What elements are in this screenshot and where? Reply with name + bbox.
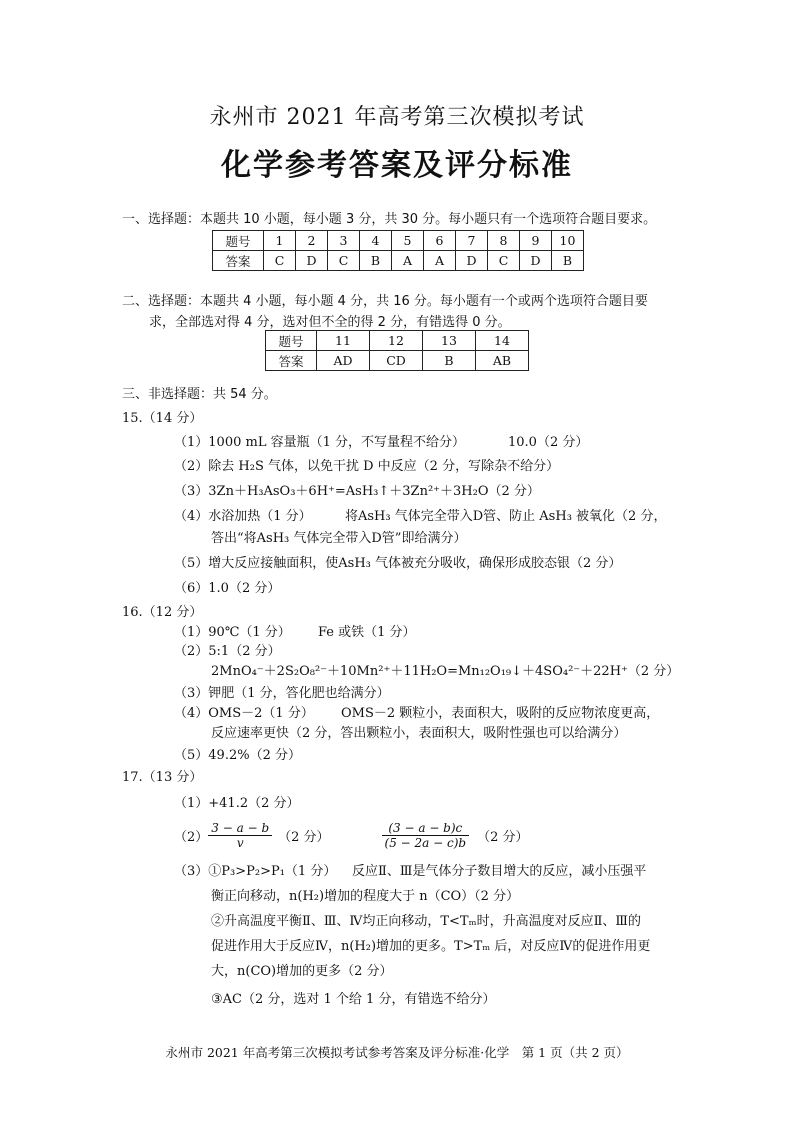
question-number: 8 — [488, 231, 520, 251]
exam-title: 永州市 2021 年高考第三次模拟考试 — [209, 105, 585, 130]
question-number: 10 — [552, 231, 584, 251]
answer-cell: D — [296, 251, 328, 271]
q15-answer-4c: 答出“将AsH₃ 气体完全带入D管”即给满分） — [211, 531, 467, 546]
page-footer: 永州市 2021 年高考第三次模拟考试参考答案及评分标准·化学 第 1 页（共 2 页） — [165, 1045, 629, 1060]
question-number: 9 — [520, 231, 552, 251]
fraction-numerator: (3 − a − b)c — [382, 821, 470, 836]
q16-answer-4b: OMS－2 颗粒小，表面积大，吸附的反应物浓度更高， — [341, 706, 660, 721]
part1-heading: 一、选择题：本题共 10 小题，每小题 3 分，共 30 分。每小题只有一个选项符合题目要求。 — [122, 212, 657, 227]
answer-cell: D — [456, 251, 488, 271]
q16-answer-5: （5）49.2%（2 分） — [174, 748, 301, 763]
question-number: 7 — [456, 231, 488, 251]
table-row — [266, 351, 529, 371]
part2-heading-line1: 二、选择题：本题共 4 小题，每小题 4 分，共 16 分。每小题有一个或两个选项符合题目要 — [122, 294, 648, 309]
answer-cell: D — [520, 251, 552, 271]
answer-cell: A — [392, 251, 424, 271]
table-row — [266, 331, 529, 351]
q17-answer-1: （1）+41.2（2 分） — [174, 796, 300, 811]
q17-answer-3g: ③AC（2 分，选对 1 个给 1 分，有错选不给分） — [211, 992, 496, 1007]
question-number: 4 — [360, 231, 392, 251]
row-label: 答案 — [213, 251, 264, 271]
q15-answer-5: （5）增大反应接触面积，使AsH₃ 气体被充分吸收，确保形成胶态银（2 分） — [174, 556, 622, 571]
q15-answer-1b: 10.0（2 分） — [508, 435, 589, 450]
question-number: 1 — [264, 231, 296, 251]
q16-equation: 2MnO₄⁻＋2S₂O₈²⁻＋10Mn²⁺＋11H₂O=Mn₁₂O₁₉↓＋4SO₄²⁻＋22H⁺（2 分） — [211, 664, 680, 679]
part2-heading-line2: 求，全部选对得 4 分，选对但不全的得 2 分，有错选得 0 分。 — [149, 315, 511, 330]
q17-answer-3f: 大，n(CO)增加的更多（2 分） — [211, 964, 393, 979]
q15-answer-3: （3）3Zn＋H₃AsO₃＋6H⁺=AsH₃↑＋3Zn²⁺＋3H₂O（2 分） — [174, 484, 540, 499]
score-note: （2 分） — [278, 829, 330, 845]
document-title: 化学参考答案及评分标准 — [221, 148, 573, 183]
answer-cell: AB — [476, 351, 529, 371]
fraction-numerator: 3 − a − b — [208, 821, 272, 836]
q17-answer-3e: 促进作用大于反应Ⅳ，n(H₂)增加的更多。T>Tₘ 后，对反应Ⅳ的促进作用更 — [211, 939, 651, 954]
table-row — [213, 231, 584, 251]
part2-answer-table — [265, 330, 529, 371]
q17-answer-3c: 衡正向移动，n(H₂)增加的程度大于 n（CO）（2 分） — [211, 889, 520, 904]
question-number: 11 — [317, 331, 370, 351]
q17-answer-2 — [174, 817, 529, 853]
question-number: 12 — [370, 331, 423, 351]
q15-header: 15.（14 分） — [122, 411, 203, 426]
q16-answer-1a: （1）90℃（1 分） — [174, 625, 291, 640]
answer-cell: CD — [370, 351, 423, 371]
answer-cell: C — [328, 251, 360, 271]
q16-answer-3: （3）钾肥（1 分，答化肥也给满分） — [174, 686, 390, 701]
question-number: 3 — [328, 231, 360, 251]
score-note: （2 分） — [477, 829, 529, 845]
q17-header: 17.（13 分） — [122, 770, 203, 785]
q16-answer-4c: 反应速率更快（2 分，答出颗粒小，表面积大，吸附性强也可以给满分） — [211, 726, 627, 741]
q15-answer-4b: 将AsH₃ 气体完全带入D管、防止 AsH₃ 被氧化（2 分， — [345, 509, 667, 524]
q16-answer-1b: Fe 或铁（1 分） — [318, 625, 416, 640]
question-number: 2 — [296, 231, 328, 251]
row-label: 答案 — [266, 351, 317, 371]
fraction-denominator: (5 − 2a − c)b — [384, 835, 467, 850]
q15-answer-2: （2）除去 H₂S 气体，以免干扰 D 中反应（2 分，写除杂不给分） — [174, 459, 560, 474]
q15-answer-4a: （4）水浴加热（1 分） — [174, 509, 312, 524]
question-number: 5 — [392, 231, 424, 251]
q17-answer-3b: 反应Ⅱ、Ⅲ是气体分子数目增大的反应，减小压强平 — [352, 864, 647, 879]
part3-heading: 三、非选择题：共 54 分。 — [122, 387, 277, 402]
fraction-constant — [382, 821, 470, 850]
answer-cell: C — [264, 251, 296, 271]
answer-cell: B — [360, 251, 392, 271]
q16-header: 16.（12 分） — [122, 605, 203, 620]
answer-cell: A — [424, 251, 456, 271]
q16-answer-4a: （4）OMS－2（1 分） — [174, 706, 314, 721]
answer-cell: AD — [317, 351, 370, 371]
fraction-rate — [208, 821, 272, 850]
part1-answer-table — [212, 230, 584, 271]
answer-cell: B — [423, 351, 476, 371]
q17-answer-3d: ②升高温度平衡Ⅱ、Ⅲ、Ⅳ均正向移动，T<Tₘ时，升高温度对反应Ⅱ、Ⅲ的 — [211, 914, 641, 929]
row-label: 题号 — [213, 231, 264, 251]
answer-cell: B — [552, 251, 584, 271]
q15-answer-1a: （1）1000 mL 容量瓶（1 分，不写量程不给分） — [174, 435, 465, 450]
question-number: 6 — [424, 231, 456, 251]
q16-answer-2: （2）5:1（2 分） — [174, 644, 281, 659]
question-number: 13 — [423, 331, 476, 351]
answer-cell: C — [488, 251, 520, 271]
fraction-denominator: v — [236, 835, 244, 850]
q17-answer-3a: （3）①P₃>P₂>P₁（1 分） — [174, 864, 337, 879]
table-row — [213, 251, 584, 271]
row-label: 题号 — [266, 331, 317, 351]
question-number: 14 — [476, 331, 529, 351]
q15-answer-6: （6）1.0（2 分） — [174, 581, 281, 596]
q17-answer-2-prefix: （2） — [174, 829, 209, 845]
